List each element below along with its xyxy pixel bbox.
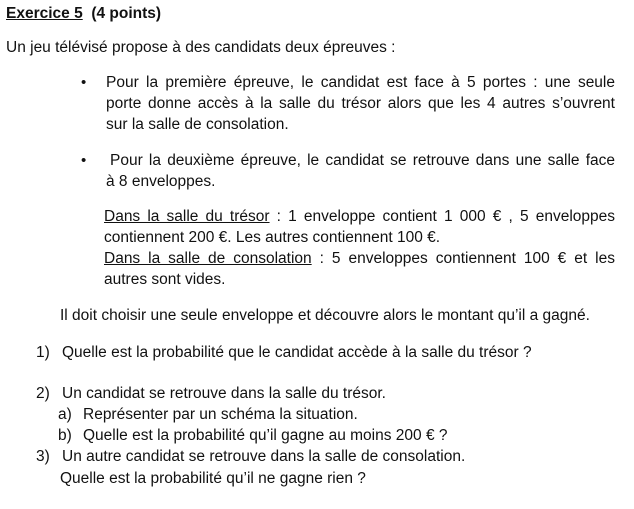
question-2a-text: Représenter par un schéma la situation.: [83, 406, 358, 423]
bullet-1-line-3: sur la salle de consolation.: [106, 116, 289, 133]
question-3-number: 3): [36, 448, 50, 465]
bullet-1-line-2: porte donne accès à la salle du trésor alors que les 4 autres s’ouvrent: [106, 95, 615, 112]
question-2b-number: b): [58, 427, 72, 444]
treasure-room-rest: : 1 enveloppe contient 1 000 € , 5 enveloppes: [269, 208, 615, 225]
question-1-text: Quelle est la probabilité que le candidat accède à la salle du trésor ?: [62, 344, 532, 361]
consolation-room-label: Dans la salle de consolation: [104, 250, 312, 267]
exercise-title: Exercice 5: [6, 5, 83, 22]
exercise-points: (4 points): [91, 5, 162, 22]
question-2-text: Un candidat se retrouve dans la salle du trésor.: [62, 385, 386, 402]
question-2a-number: a): [58, 406, 72, 423]
question-1-number: 1): [36, 344, 50, 361]
question-2-number: 2): [36, 385, 50, 402]
bullet-icon: •: [81, 74, 87, 91]
consolation-room-line-1: [104, 248, 615, 269]
bullet-icon: •: [81, 152, 87, 169]
bullet-1-line-1: Pour la première épreuve, le candidat est face à 5 portes : une seule: [106, 74, 615, 91]
question-3-text: Un autre candidat se retrouve dans la salle de consolation.: [62, 448, 466, 465]
exercise-header: [6, 3, 161, 24]
treasure-room-line-1: [104, 206, 615, 227]
treasure-room-line-2: contiennent 200 €. Les autres contiennent 100 €.: [104, 229, 441, 246]
bullet-2-line-2: à 8 enveloppes.: [106, 173, 216, 190]
bullet-2-line-1: Pour la deuxième épreuve, le candidat se retrouve dans une salle face: [110, 152, 615, 169]
consolation-room-line-2: autres sont vides.: [104, 271, 226, 288]
consolation-room-rest: : 5 enveloppes contiennent 100 € et les: [311, 250, 615, 267]
choice-text: Il doit choisir une seule enveloppe et découvre alors le montant qu’il a gagné.: [60, 307, 590, 324]
question-2b-text: Quelle est la probabilité qu’il gagne au moins 200 € ?: [83, 427, 448, 444]
treasure-room-label: Dans la salle du trésor: [104, 208, 270, 225]
intro-text: Un jeu télévisé propose à des candidats deux épreuves :: [6, 39, 396, 56]
question-3-text-2: Quelle est la probabilité qu’il ne gagne rien ?: [60, 470, 366, 487]
